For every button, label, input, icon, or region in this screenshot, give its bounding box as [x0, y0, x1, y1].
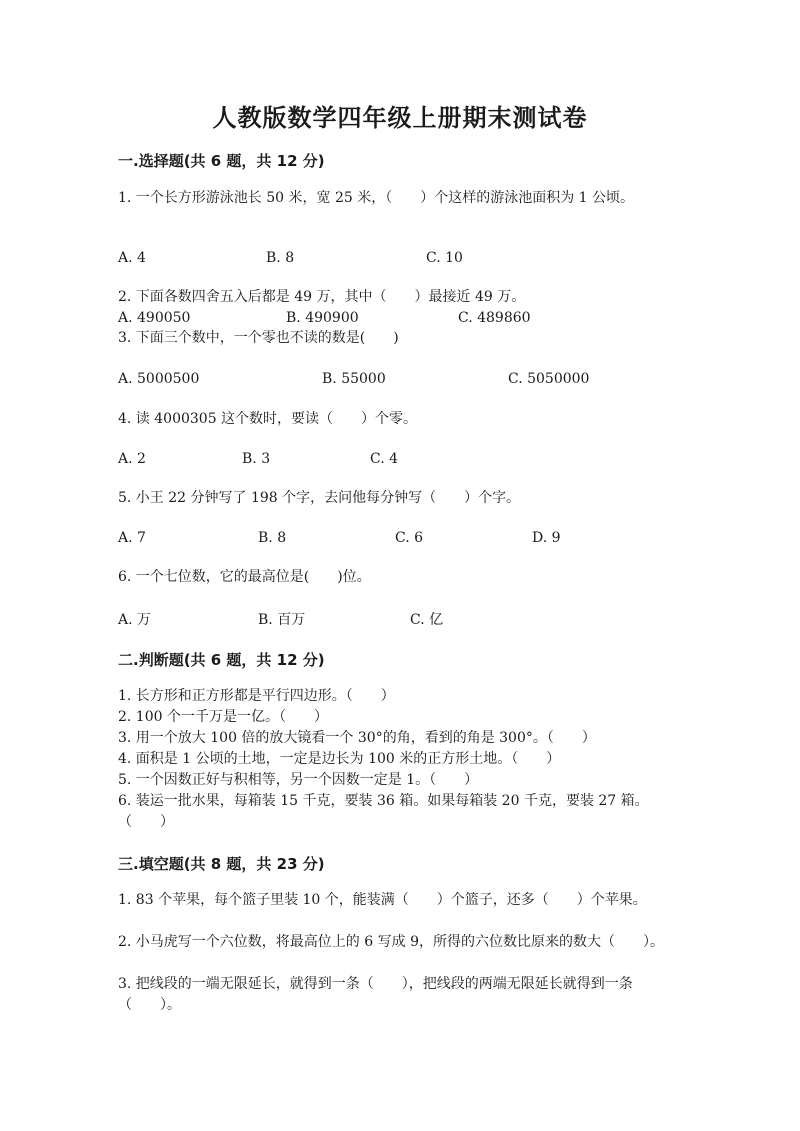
question-text: 2. 小马虎写一个六位数，将最高位上的 6 写成 9，所得的六位数比原来的数大（ ）。	[118, 934, 664, 950]
question-text: 5. 小王 22 分钟写了 198 个字，去问他每分钟写（ ）个字。	[118, 490, 521, 506]
question-text: 4. 面积是 1 公顷的土地，一定是边长为 100 米的正方形土地。（ ）	[118, 751, 561, 767]
question-text: 3. 下面三个数中，一个零也不读的数是( )	[118, 330, 399, 346]
option-row	[118, 371, 718, 391]
option-b: B. 490900	[286, 310, 359, 326]
section-heading-fill-in: 三.填空题(共 8 题，共 23 分)	[118, 855, 325, 873]
question-text: 6. 一个七位数，它的最高位是( )位。	[118, 569, 371, 585]
option-a: A. 5000500	[118, 371, 200, 387]
option-b: B. 3	[242, 451, 271, 467]
question-text: 1. 长方形和正方形都是平行四边形。（ ）	[118, 688, 395, 704]
option-row	[118, 451, 718, 471]
question-text: 6. 装运一批水果，每箱装 15 千克，要装 36 箱。如果每箱装 20 千克，要装 27 箱。（ ）	[118, 793, 649, 830]
question-text: 1. 一个长方形游泳池长 50 米，宽 25 米，（ ）个这样的游泳池面积为 1 公顷。	[118, 190, 635, 206]
question-text: 2. 100 个一千万是一亿。（ ）	[118, 709, 328, 725]
option-row	[118, 310, 718, 330]
question-text: 3. 用一个放大 100 倍的放大镜看一个 30°的角，看到的角是 300°。（ ）	[118, 730, 596, 746]
option-b: B. 8	[258, 530, 287, 546]
option-row	[118, 250, 718, 270]
option-a: A. 490050	[118, 310, 191, 326]
option-row	[118, 609, 718, 629]
question-text: 2. 下面各数四舍五入后都是 49 万，其中（ ）最接近 49 万。	[118, 289, 526, 305]
option-a: A. 万	[118, 612, 152, 628]
option-a: A. 4	[118, 250, 146, 266]
option-a: A. 2	[118, 451, 146, 467]
option-c: C. 489860	[458, 310, 531, 326]
option-c: C. 4	[370, 451, 399, 467]
option-d: D. 9	[532, 530, 561, 546]
option-c: C. 6	[395, 530, 424, 546]
option-c: C. 5050000	[508, 371, 590, 387]
option-a: A. 7	[118, 530, 146, 546]
option-b: B. 8	[266, 250, 295, 266]
section-heading-judgement: 二.判断题(共 6 题，共 12 分)	[118, 651, 325, 669]
question-text: 5. 一个因数正好与积相等，另一个因数一定是 1。（ ）	[118, 772, 479, 788]
option-c: C. 亿	[410, 612, 444, 628]
question-text: 4. 读 4000305 这个数时，要读（ ）个零。	[118, 411, 418, 427]
option-b: B. 55000	[322, 371, 386, 387]
question-text: 3. 把线段的一端无限延长，就得到一条（ ），把线段的两端无限延长就得到一条（ ）。	[118, 976, 633, 1013]
page-title: 人教版数学四年级上册期末测试卷	[212, 104, 588, 132]
question-text: 1. 83 个苹果，每个篮子里装 10 个，能装满（ ）个篮子，还多（ ）个苹果。	[118, 892, 647, 908]
option-b: B. 百万	[258, 612, 306, 628]
option-row	[118, 530, 718, 550]
option-c: C. 10	[426, 250, 463, 266]
section-heading-choice: 一.选择题(共 6 题，共 12 分)	[118, 152, 325, 170]
